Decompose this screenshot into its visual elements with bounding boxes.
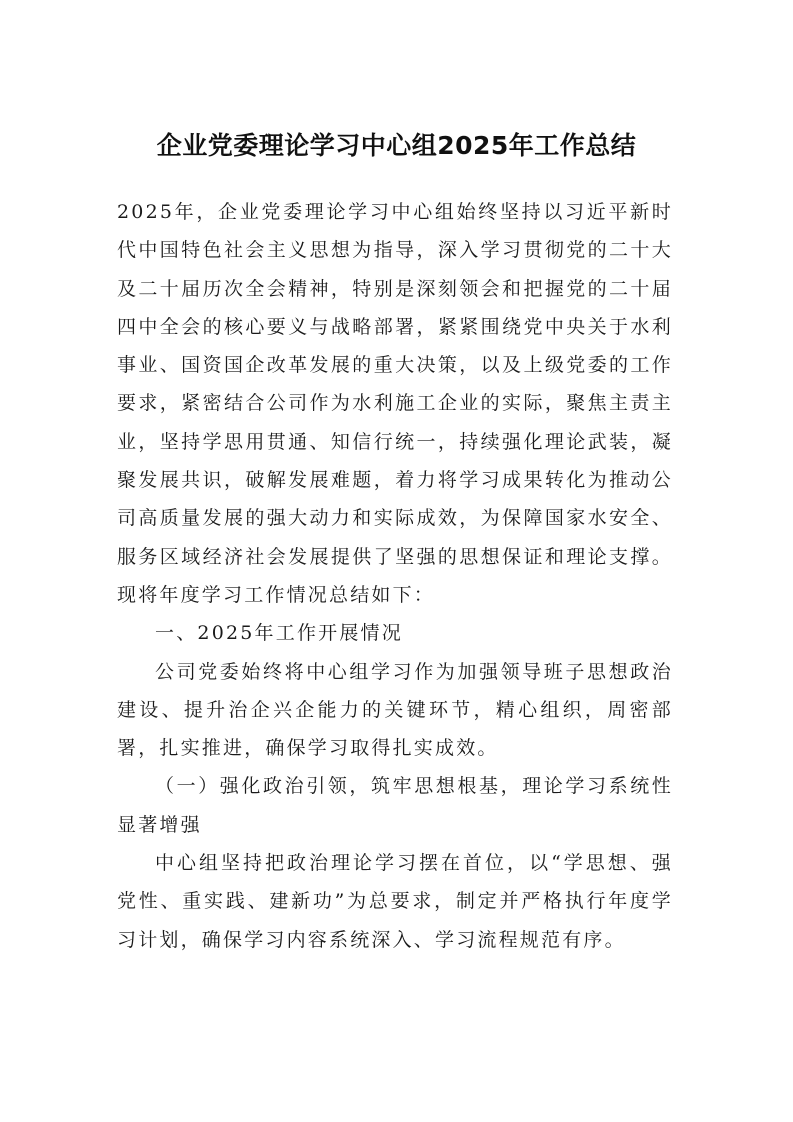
document-title: 企业党委理论学习中心组2025年工作总结 [156, 131, 637, 160]
section-paragraph-1: 公司党委始终将中心组学习作为加强领导班子思想政治建设、提升治企兴企能力的关键环节，精心组织，周密部署，扎实推进，确保学习取得扎实成效。 [117, 660, 673, 760]
subsection-paragraph-1: 中心组坚持把政治理论学习摆在首位，以“学思想、强党性、重实践、建新功”为总要求，制定并严格执行年度学习计划，确保学习内容系统深入、学习流程规范有序。 [117, 852, 673, 951]
document-body [117, 193, 673, 959]
subsection-heading-1: （一）强化政治引领，筑牢思想根基，理论学习系统性显著增强 [117, 775, 673, 836]
section-heading-1: 一、2025年工作开展情况 [155, 622, 403, 645]
intro-paragraph: 2025年，企业党委理论学习中心组始终坚持以习近平新时代中国特色社会主义思想为指导，深入学习贯彻党的二十大及二十届历次全会精神，特别是深刻领会和把握党的二十届四中全会的核心要义与战略部署，紧紧围绕党中央关于水利事业、国资国企改革发展的重大决策，以及上级党委的工作要求，紧密结合公司作为水利施工企业的实际，聚焦主责主业，坚持学思用贯通、知信行统一，持续强化理论武装，凝聚发展共识，破解发展难题，着力将学习成果转化为推动公司高质量发展的强大动力和实际成效，为保障国家水安全、服务区域经济社会发展提供了坚强的思想保证和理论支撑。现将年度学习工作情况总结如下： [117, 201, 673, 606]
